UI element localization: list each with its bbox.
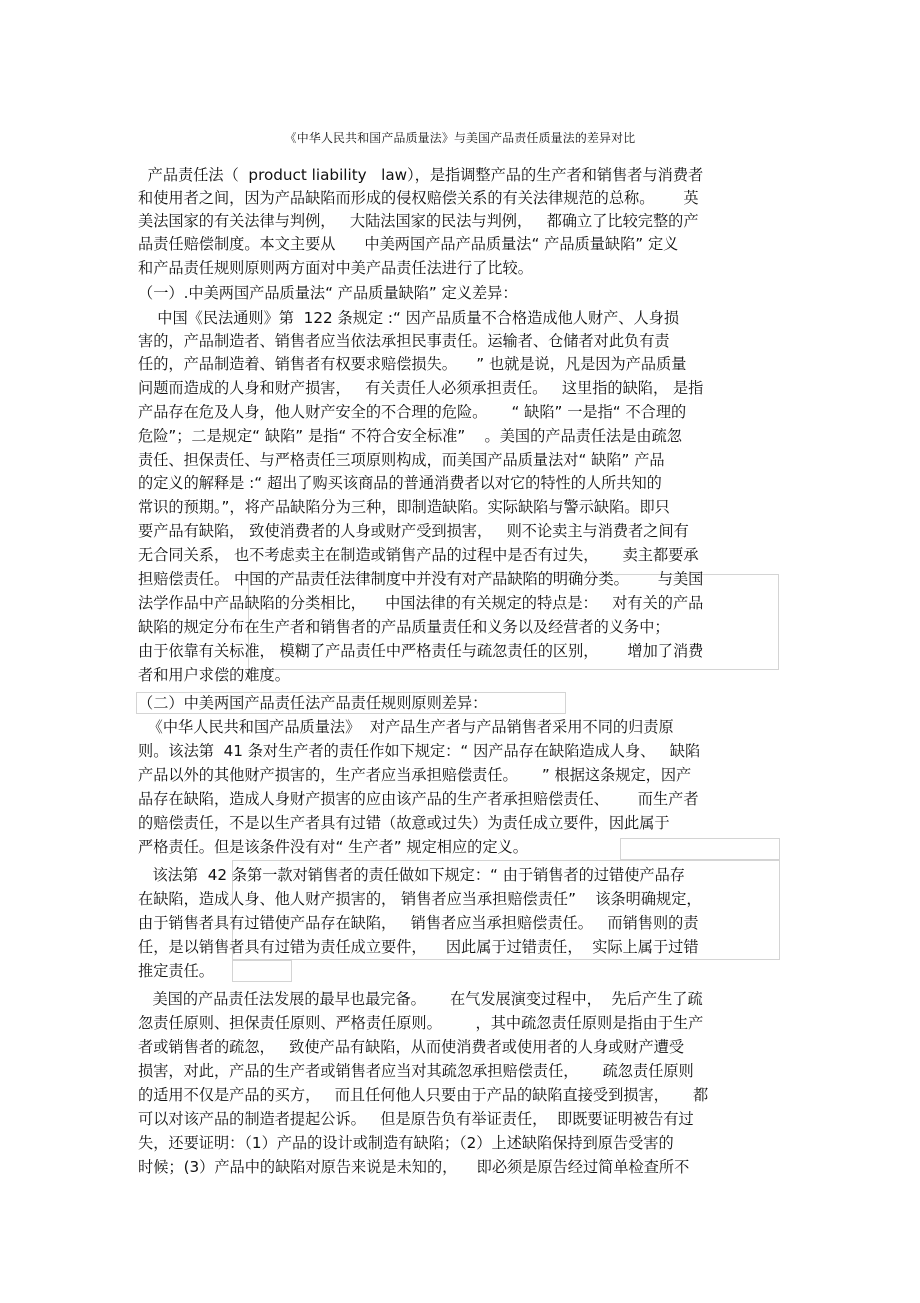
document-title: 《中华人民共和国产品质量法》与美国产品责任质量法的差异对比 <box>284 131 636 145</box>
text-line: 和使用者之间，因为产品缺陷而形成的侵权赔偿关系的有关法律规范的总称。 英 <box>138 189 699 207</box>
text-line: 品存在缺陷，造成人身财产损害的应由该产品的生产者承担赔偿责任、 而生产者 <box>138 790 699 808</box>
text-line: 要产品有缺陷， 致使消费者的人身或财产受到损害， 则不论卖主与消费者之间有 <box>138 522 689 540</box>
text-line: 担赔偿责任。 中国的产品责任法律制度中并没有对产品缺陷的明确分类。 与美国 <box>138 570 704 588</box>
text-line: 者或销售者的疏忽， 致使产品有缺陷，从而使消费者或使用者的人身或财产遭受 <box>138 1038 685 1056</box>
text-line: （一）.中美两国产品质量法“ 产品质量缺陷” 定义差异： <box>138 284 518 302</box>
text-line: 由于销售者具有过错使产品存在缺陷， 销售者应当承担赔偿责任。 而销售则的责 <box>138 914 699 932</box>
text-line: 忽责任原则、担保责任原则、严格责任原则。 ，其中疏忽责任原则是指由于生产 <box>138 1014 704 1032</box>
scan-frame <box>620 838 780 860</box>
scan-frame <box>232 960 292 982</box>
text-line: 的赔偿责任，不是以生产者具有过错（故意或过失）为责任成立要件，因此属于 <box>138 814 670 832</box>
text-line: 品责任赔偿制度。本文主要从 中美两国产品产品质量法“ 产品质量缺陷” 定义 <box>138 235 679 253</box>
text-line: 由于依靠有关标准， 模糊了产品责任中严格责任与疏忽责任的区别， 增加了消费 <box>138 642 704 660</box>
text-line: 在缺陷，造成人身、他人财产损害的， 销售者应当承担赔偿责任” 该条明确规定， <box>138 890 702 908</box>
text-line: 可以对该产品的制造者提起公诉。 但是原告负有举证责任， 即既要证明被告有过 <box>138 1110 694 1128</box>
text-line: 严格责任。但是该条件没有对“ 生产者” 规定相应的定义。 <box>138 838 528 856</box>
text-line: 损害，对此，产品的生产者或销售者应当对其疏忽承担赔偿责任， 疏忽责任原则 <box>138 1062 694 1080</box>
text-line: 常识的预期。”，将产品缺陷分为三种，即制造缺陷。实际缺陷与警示缺陷。即只 <box>138 498 670 516</box>
text-line: 产品责任法（ product liability law），是指调整产品的生产者和销售者与消费者 <box>138 166 704 184</box>
text-line: 《中华人民共和国产品质量法》 对产品生产者与产品销售者采用不同的归责原 <box>138 718 674 736</box>
text-line: 缺陷的规定分布在生产者和销售者的产品质量责任和义务以及经营者的义务中； <box>138 618 670 636</box>
text-line: 美法国家的有关法律与判例， 大陆法国家的民法与判例， 都确立了比较完整的产 <box>138 212 699 230</box>
text-line: 和产品责任规则原则两方面对中美产品责任法进行了比较。 <box>138 259 533 277</box>
text-line: （二）中美两国产品责任法产品责任规则原则差异： <box>138 694 488 712</box>
text-line: 问题而造成的人身和财产损害， 有关责任人必须承担责任。 这里指的缺陷， 是指 <box>138 379 704 397</box>
text-line: 责任、担保责任、与严格责任三项原则构成，而美国产品质量法对“ 缺陷” 产品 <box>138 451 665 469</box>
text-line: 的定义的解释是 :“ 超出了购买该商品的普通消费者以对它的特性的人所共知的 <box>138 474 662 492</box>
text-line: 该法第 42 条第一款对销售者的责任做如下规定：“ 由于销售者的过错使产品存 <box>138 866 685 884</box>
text-line: 的适用不仅是产品的买方， 而且任何他人只要由于产品的缺陷直接受到损害， 都 <box>138 1086 709 1104</box>
text-line: 产品以外的其他财产损害的，生产者应当承担赔偿责任。 ” 根据这条规定，因产 <box>138 766 692 784</box>
text-line: 中国《民法通则》第 122 条规定 :“ 因产品质量不合格造成他人财产、人身损 <box>138 309 680 327</box>
text-line: 失，还要证明：（1）产品的设计或制造有缺陷；（2）上述缺陷保持到原告受害的 <box>138 1134 674 1152</box>
text-line: 任的，产品制造着、销售者有权要求赔偿损失。 ” 也就是说，凡是因为产品质量 <box>138 355 687 373</box>
text-line: 任，是以销售者具有过错为责任成立要件， 因此属于过错责任， 实际上属于过错 <box>138 938 699 956</box>
text-line: 无合同关系， 也不考虑卖主在制造或销售产品的过程中是否有过失， 卖主都要承 <box>138 546 699 564</box>
text-line: 危险”；二是规定“ 缺陷” 是指“ 不符合安全标准” 。美国的产品责任法是由疏忽 <box>138 427 682 445</box>
text-line: 则。该法第 41 条对生产者的责任作如下规定：“ 因产品存在缺陷造成人身、 缺陷 <box>138 742 701 760</box>
text-line: 法学作品中产品缺陷的分类相比， 中国法律的有关规定的特点是： 对有关的产品 <box>138 594 704 612</box>
text-line: 产品存在危及人身，他人财产安全的不合理的危险。 “ 缺陷” 一是指“ 不合理的 <box>138 403 687 421</box>
text-line: 美国的产品责任法发展的最早也最完备。 在气发展演变过程中， 先后产生了疏 <box>138 990 703 1008</box>
text-line: 害的，产品制造者、销售者应当依法承担民事责任。运输者、仓储者对此负有责 <box>138 332 670 350</box>
text-line: 者和用户求偿的难度。 <box>138 666 290 684</box>
text-line: 时候；(3）产品中的缺陷对原告来说是未知的， 即必须是原告经过简单检查所不 <box>138 1158 690 1176</box>
text-line: 推定责任。 <box>138 962 214 980</box>
